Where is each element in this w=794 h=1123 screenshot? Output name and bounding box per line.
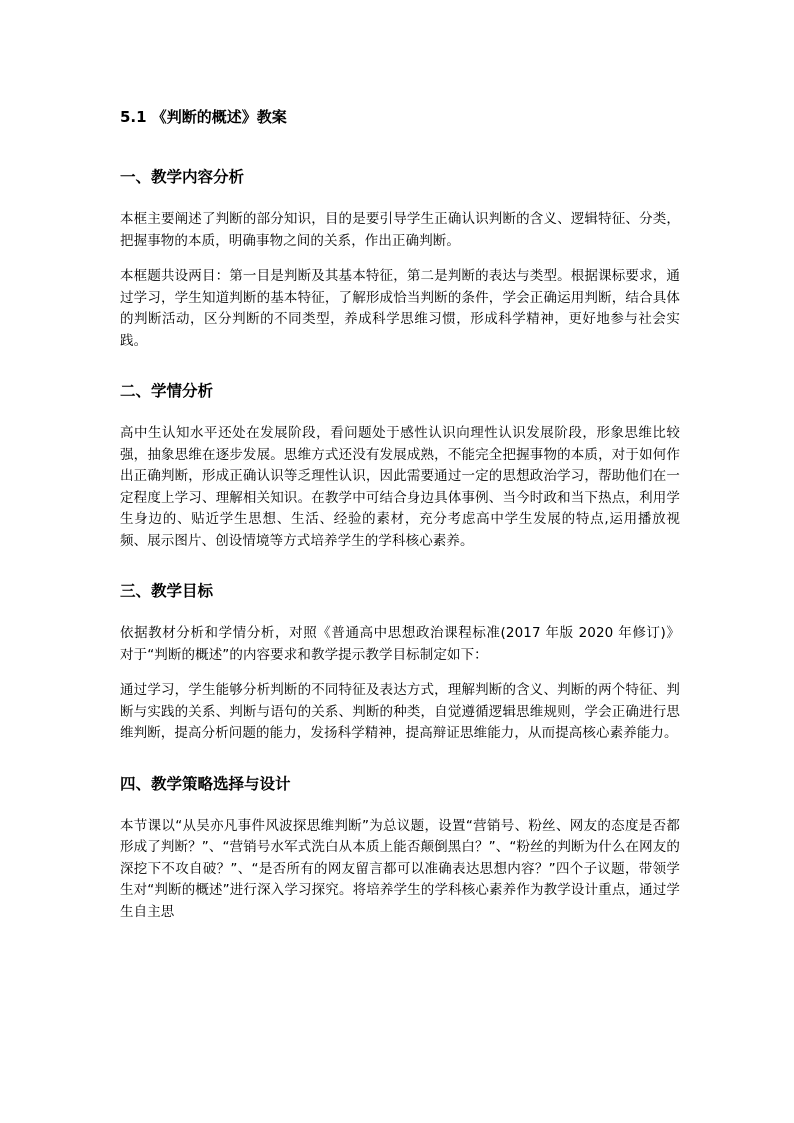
document-title: 5.1 《判断的概述》教案 [120,108,287,126]
document-page [120,106,680,923]
section-heading: 三、教学目标 [120,582,214,600]
section-teaching-strategy [120,773,680,924]
paragraph: 本节课以“从吴亦凡事件风波探思维判断”为总议题，设置“营销号、粉丝、网友的态度是否都形成了判断？”、“营销号水军式洗白从本质上能否颠倒黑白？”、“粉丝的判断为什么在网友的深挖下不攻自破？”、“是否所有的网友留言都可以准确表达思想内容？”四个子议题，带领学生对“判断的概述”进行深入学习探究。将培养学生的学科核心素养作为教学设计重点，通过学生自主思 [120,817,680,920]
section-heading: 二、学情分析 [120,382,214,400]
paragraph: 本框主要阐述了判断的部分知识，目的是要引导学生正确认识判断的含义、逻辑特征、分类，把握事物的本质，明确事物之间的关系，作出正确判断。 [120,211,680,249]
paragraph: 本框题共设两目：第一目是判断及其基本特征，第二是判断的表达与类型。根据课标要求，通过学习，学生知道判断的基本特征，了解形成恰当判断的条件，学会正确运用判断，结合具体的判断活动，区分判断的不同类型，养成科学思维习惯，形成科学精神，更好地参与社会实践。 [120,268,680,349]
paragraph: 依据教材分析和学情分析，对照《普通高中思想政治课程标准(2017 年版 2020 年修订)》 对于“判断的概述”的内容要求和教学提示教学目标制定如下： [120,625,680,663]
section-heading: 四、教学策略选择与设计 [120,774,291,793]
section-student-analysis [120,380,680,552]
paragraph: 通过学习，学生能够分析判断的不同特征及表达方式，理解判断的含义、判断的两个特征、判断与实践的关系、判断与语句的关系、判断的种类，自觉遵循逻辑思维规则，学会正确进行思维判断，提高分析问题的能力，发扬科学精神，提高辩证思维能力，从而提高核心素养能力。 [120,682,680,741]
paragraph: 高中生认知水平还处在发展阶段，看问题处于感性认识向理性认识发展阶段，形象思维比较强，抽象思维在逐步发展。思维方式还没有发展成熟，不能完全把握事物的本质，对于如何作出正确判断，形成正确认识等乏理性认识，因此需要通过一定的思想政治学习，帮助他们在一定程度上学习、理解相关知识。在教学中可结合身边具体事例、当今时政和当下热点，利用学生身边的、贴近学生思想、生活、经验的素材，充分考虑高中学生发展的特点,运用播放视频、展示图片、创设情境等方式培养学生的学科核心素养。 [120,425,680,549]
section-heading: 一、教学内容分析 [120,168,245,186]
section-content-analysis [120,166,680,352]
section-teaching-goals [120,580,680,745]
